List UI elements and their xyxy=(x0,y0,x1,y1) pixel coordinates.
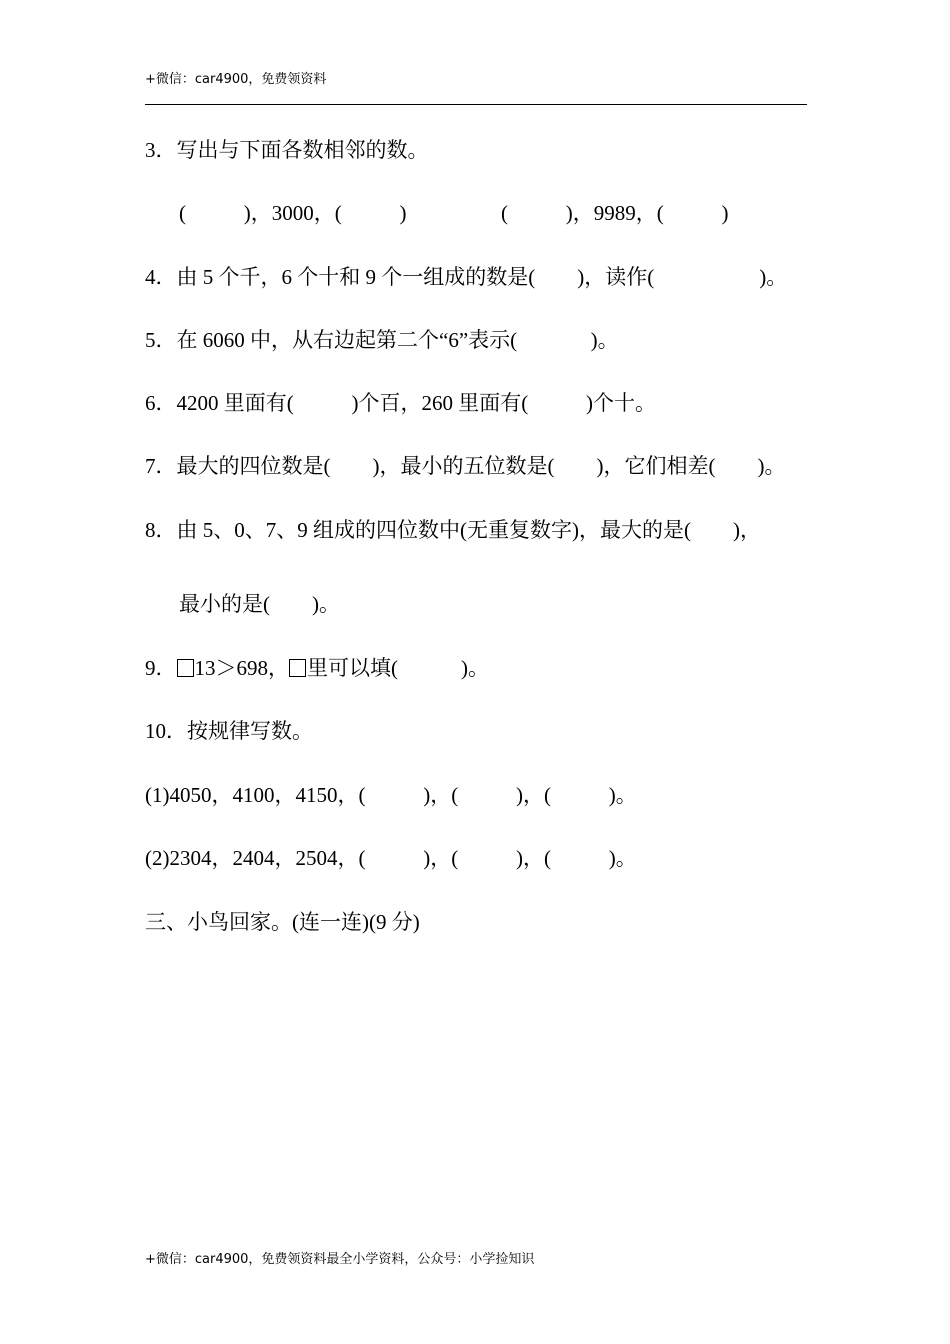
question-3-title: 3．写出与下面各数相邻的数。 xyxy=(145,138,429,162)
question-9 xyxy=(145,658,489,679)
question-9-part2: 里可以填( )。 xyxy=(307,656,489,680)
question-10-sub2: (2)2304，2404，2504，( )，( )，( )。 xyxy=(145,846,637,870)
blank-box-icon xyxy=(177,659,194,677)
question-6: 6．4200 里面有( )个百，260 里面有( )个十。 xyxy=(145,391,656,415)
question-8-line1: 8．由 5、0、7、9 组成的四位数中(无重复数字)，最大的是( )， xyxy=(145,518,761,542)
section-3-title: 三、小鸟回家。(连一连)(9 分) xyxy=(145,910,420,934)
page-header: +微信：car4900，免费领资料 xyxy=(145,72,327,87)
question-3-answers: ( )，3000，( ) ( )，9989，( ) xyxy=(179,201,729,225)
question-9-part1: 13＞698， xyxy=(194,656,289,680)
question-10-sub1: (1)4050，4100，4150，( )，( )，( )。 xyxy=(145,783,637,807)
blank-box-icon xyxy=(289,659,306,677)
page-footer: +微信：car4900，免费领资料最全小学资料，公众号：小学捡知识 xyxy=(145,1252,535,1267)
question-10-title: 10．按规律写数。 xyxy=(145,719,313,743)
question-4: 4．由 5 个千，6 个十和 9 个一组成的数是( )，读作( )。 xyxy=(145,265,788,289)
question-7: 7．最大的四位数是( )，最小的五位数是( )，它们相差( )。 xyxy=(145,454,786,478)
header-divider xyxy=(145,104,807,105)
question-9-label: 9． xyxy=(145,656,177,680)
question-5: 5．在 6060 中，从右边起第二个“6”表示( )。 xyxy=(145,328,619,352)
question-8-line2: 最小的是( )。 xyxy=(179,592,340,616)
